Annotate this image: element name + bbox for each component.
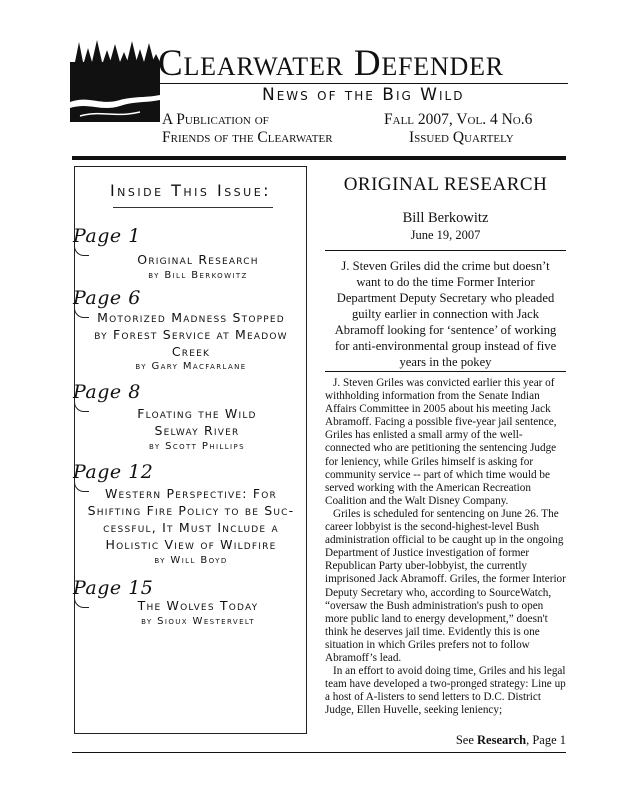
publisher-line-1: A Publication of — [162, 111, 269, 128]
inside-rule — [113, 207, 273, 208]
toc-title-line: Motorized Madness Stopped — [97, 310, 285, 325]
masthead — [0, 0, 618, 160]
article-author: Bill Berkowitz — [402, 210, 489, 226]
publisher-info — [162, 111, 333, 147]
toc-title — [77, 309, 305, 360]
article-deck: J. Steven Griles did the crime but doesn’t want to do the time Former Interior Department Deputy Secretary who pleaded guilty earlier in connection with Jack Abramoff looking for ‘sentence’ of working for anti-environmental group instead of five years in the pokey — [334, 259, 557, 369]
footer-rule — [72, 752, 566, 753]
issue-info — [384, 111, 532, 147]
article-paragraph: J. Steven Griles was convicted earlier this year of withholding information from the Senate Indian Affairs Committee in 2005 about his meeting Jack Abramoff. Facing a possible five-year jail sentence, Griles has enlisted a small army of the well-connected who are petitioning the sentencing Judge for leniency, while Griles himself is asking for community service -- part of which time would be served working with the American Recreation Coalition and the Walt Disney Company. — [325, 377, 557, 507]
toc-title — [97, 405, 297, 439]
toc-author: by Gary Macfarlane — [135, 361, 247, 372]
forest-river-logo — [70, 40, 160, 122]
newsletter-title: Clearwater Defender — [158, 43, 504, 84]
toc-author: by Will Boyd — [154, 555, 228, 566]
toc-page-number: Page 8 — [73, 381, 141, 403]
deck-top-rule — [325, 250, 566, 251]
title-rule — [156, 83, 568, 84]
deck-bottom-rule — [325, 371, 566, 372]
toc-title-line: Floating the Wild — [137, 406, 257, 421]
article-body — [325, 377, 566, 717]
toc-title-line: by Forest Service at Meadow — [94, 327, 288, 342]
toc-author: by Bill Berkowitz — [148, 270, 248, 281]
section-heading: ORIGINAL RESEARCH — [343, 174, 548, 195]
toc-title-line: The Wolves Today — [137, 598, 259, 613]
issue-line-1: Fall 2007, Vol. 4 No.6 — [384, 111, 533, 128]
article-paragraph: Griles is scheduled for sentencing on June 26. The career lobbyist is the second-highest-level Bush administration official to be caught up in the ongoing Department of Justice investigation of former Republican Party uber-lobbyist, the currently imprisoned Jack Abramoff. Griles, the former Interior Deputy Secretary who, according to SourceWatch, “oversaw the Bush administration's push to open more public land to energy development,” doesn't think he deserves jail time. Evidently this is one situation in which Griles prefers not to follow Abramoff’s lead. — [325, 507, 566, 664]
continued-page: , Page 1 — [526, 733, 566, 747]
toc-page-number: Page 1 — [73, 225, 141, 247]
masthead-rule — [72, 156, 566, 160]
article-paragraph: In an effort to avoid doing time, Griles and his legal team have developed a two-pronged strategy: Line up a host of A-listers to send letters to D.C. District Judge, Ellen Huvelle, seeking leniency; — [325, 665, 566, 717]
toc-page-number: Page 15 — [73, 577, 154, 599]
inside-this-issue-box — [74, 166, 307, 734]
toc-author: by Scott Phillips — [149, 441, 245, 452]
issue-line-2: Issued Quartely — [409, 129, 514, 146]
continued-section: Research — [477, 733, 527, 747]
toc-title-line: Western Perspective: For — [105, 486, 277, 501]
toc-title — [77, 485, 305, 553]
toc-title-line: Holistic View of Wildfire — [105, 537, 277, 552]
toc-title-line: Creek — [171, 344, 211, 359]
toc-title-line: Original Research — [137, 252, 259, 267]
newsletter-subtitle: News of the Big Wild — [262, 85, 465, 105]
inside-heading: Inside This Issue: — [109, 181, 272, 200]
toc-title-line: cessful, It Must Include a — [103, 520, 279, 535]
publisher-line-2: Friends of the Clearwater — [162, 129, 333, 146]
toc-title — [103, 251, 293, 268]
toc-page-number: Page 6 — [73, 287, 141, 309]
continued-prefix: See — [455, 733, 477, 747]
toc-page-number: Page 12 — [73, 461, 154, 483]
toc-title-line: Selway River — [154, 423, 240, 438]
article-date: June 19, 2007 — [410, 228, 481, 242]
continued-link[interactable] — [325, 733, 566, 748]
toc-author: by Sioux Westervelt — [141, 616, 255, 627]
toc-title — [103, 597, 293, 614]
toc-title-line: Shifting Fire Policy to be Suc- — [87, 503, 295, 518]
